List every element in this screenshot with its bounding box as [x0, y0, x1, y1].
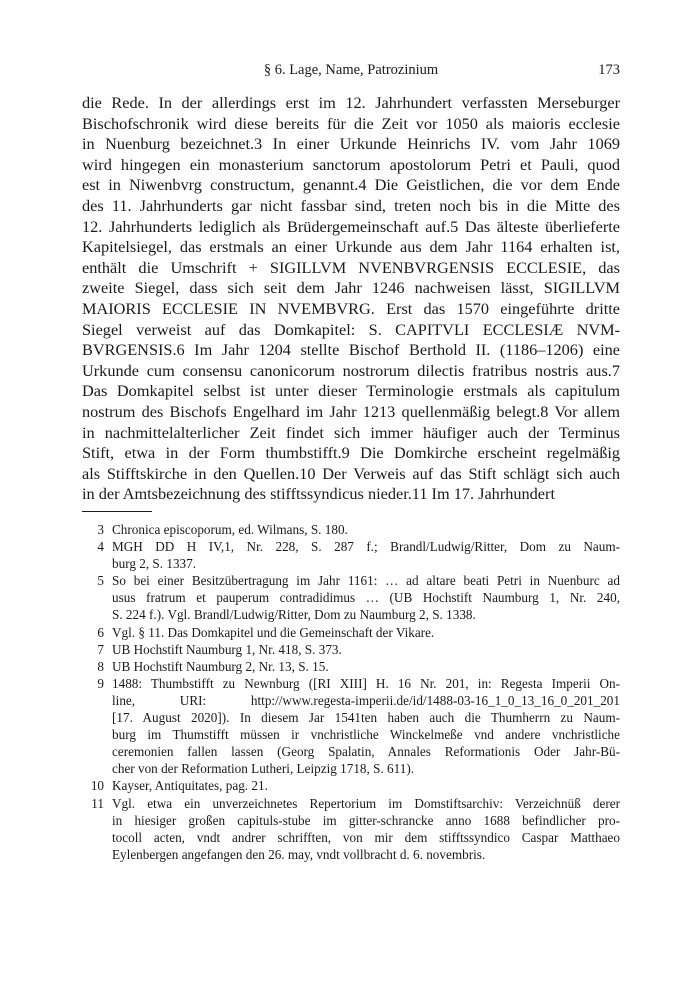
footnote-line: S. 224 f.). Vgl. Brandl/Ludwig/Ritter, Dom zu Naumburg 2, S. 1338. [112, 607, 476, 623]
footnote-5 [82, 572, 620, 589]
footnote-11 [82, 795, 620, 812]
footnote-10 [82, 777, 620, 794]
body-line: als Stifftskirche in den Quellen.10 Der Verweis auf das Stift schlägt sich auch [82, 463, 620, 483]
footnote-line: cher von der Reformation Lutheri, Leipzig 1718, S. 611). [112, 761, 415, 777]
footnote-3 [82, 521, 620, 538]
footnote-line: usus fratrum et pauperum contradidimus … (UB Hochstift Naumburg 1, Nr. 240, [112, 590, 620, 606]
body-line: wird hingegen ein monasterium sanctorum apostolorum Petri et Pauli, quod [82, 154, 620, 174]
footnote-line: Kayser, Antiquitates, pag. 21. [112, 778, 268, 794]
footnote-5-cont [82, 606, 620, 623]
body-line: in Nuenburg bezeichnet.3 In einer Urkunde Heinrichs IV. vom Jahr 1069 [82, 134, 620, 154]
footnote-5-cont [82, 589, 620, 606]
footnote-number: 3 [97, 522, 104, 537]
footnote-line: tocoll acten, vndt andrer schrifften, von mir dem stifftssyndico Caspar Matthaeo [112, 829, 620, 845]
footnote-line: burg im Thumstifft müssen ir vnchristliche Winckelmeße vnd andere vnchristliche [112, 727, 620, 743]
footnote-line: line, URI: http://www.regesta-imperii.de/id/1488-03-16_1_0_13_16_0_201_201 [112, 692, 620, 708]
footnote-9 [82, 675, 620, 692]
body-line: die Rede. In der allerdings erst im 12. Jahrhundert verfassten Merseburger [82, 93, 620, 112]
body-line: nostrum des Bischofs Engelhard im Jahr 1213 quellenmäßig belegt.8 Vor allem [82, 401, 620, 421]
footnote-number: 6 [97, 624, 104, 640]
body-text [82, 93, 620, 505]
footnote-line: Chronica episcoporum, ed. Wilmans, S. 180. [112, 522, 348, 537]
body-line: zweite Siegel, dass sich seit dem Jahr 1246 nachweisen lässt, SIGILLVM [82, 278, 620, 298]
footnote-line: ceremonien fallen lassen (Georg Spalatin, Annales Reformationis Oder Jahr-Bü- [112, 744, 620, 760]
footnote-number: 7 [97, 641, 104, 657]
footnote-11-cont [82, 812, 620, 829]
body-line: 12. Jahrhunderts lediglich als Brüdergemeinschaft auf.5 Das älteste überlieferte [82, 216, 620, 236]
footnote-line: UB Hochstift Naumburg 1, Nr. 418, S. 373. [112, 641, 342, 657]
footnote-line: in hiesiger großen capituls-stube im gitter-schrancke anno 1688 befindlicher pro- [112, 812, 620, 828]
footnote-8 [82, 658, 620, 675]
body-line: in nachmittelalterlicher Zeit findet sich immer häufiger auch der Terminus [82, 422, 620, 442]
footnote-7 [82, 641, 620, 658]
footnote-9-cont [82, 726, 620, 743]
footnote-line: UB Hochstift Naumburg 2, Nr. 13, S. 15. [112, 658, 329, 674]
body-line: MAIORIS ECCLESIE IN NVEMBVRG. Erst das 1570 eingeführte dritte [82, 298, 620, 318]
running-head: § 6. Lage, Name, Patrozinium [263, 62, 439, 78]
footnote-4-cont [82, 555, 620, 572]
footnote-9-cont [82, 743, 620, 760]
page-header [82, 62, 620, 82]
body-line: Stift, etwa in der Form thumbstifft.9 Die Domkirche erscheint regelmäßig [82, 443, 620, 463]
body-line: Kapitelsiegel, das erstmals an einer Urkunde aus dem Jahr 1164 erhalten ist, [82, 237, 620, 257]
footnote-separator [82, 511, 152, 512]
body-line: Bischofschronik wird diese bereits für die Zeit vor 1050 als maioris ecclesie [82, 113, 620, 133]
footnote-number: 11 [91, 795, 104, 811]
footnote-number: 4 [97, 539, 104, 555]
footnote-line: So bei einer Besitzübertragung im Jahr 1161: … ad altare beati Petri in Nuenburc ad [112, 573, 620, 589]
body-line: BVRGENSIS.6 Im Jahr 1204 stellte Bischof Berthold II. (1186–1206) eine [82, 340, 620, 360]
body-line: Das Domkapitel selbst ist unter dieser Terminologie erstmals als capitulum [82, 381, 620, 401]
footnote-9-cont [82, 760, 620, 777]
footnote-line: Vgl. etwa ein unverzeichnetes Repertorium im Domstiftsarchiv: Verzeichnüß derer [112, 795, 620, 811]
footnote-line: Eylenbergen angefangen den 26. may, vndt vollbracht d. 6. novembris. [112, 846, 486, 862]
footnote-4 [82, 538, 620, 555]
footnote-line: MGH DD H IV,1, Nr. 228, S. 287 f.; Brandl/Ludwig/Ritter, Dom zu Naum- [112, 539, 620, 555]
footnote-number: 10 [90, 778, 104, 794]
footnote-number: 5 [97, 573, 104, 589]
footnote-6 [82, 624, 620, 641]
footnote-line: Vgl. § 11. Das Domkapitel und die Gemeinschaft der Vikare. [112, 624, 435, 640]
footnote-9-cont [82, 709, 620, 726]
footnote-11-cont [82, 829, 620, 846]
body-line: des 11. Jahrhunderts gar nicht fassbar sind, treten noch bis in die Mitte des [82, 195, 620, 215]
footnote-number: 8 [97, 658, 104, 674]
footnote-9-cont [82, 692, 620, 709]
footnotes [82, 521, 620, 863]
body-line: Urkunde cum consensu canonicorum nostrorum dilectis fratribus nostris aus.7 [82, 360, 620, 380]
footnote-11-cont [82, 846, 620, 863]
footnote-number: 9 [97, 675, 104, 691]
body-line: in der Amtsbezeichnung des stifftssyndicus nieder.11 Im 17. Jahrhundert [82, 484, 555, 504]
footnote-line: [17. August 2020]). In diesem Jar 1541ten haben auch die Thumherrn zu Naum- [112, 710, 620, 726]
footnote-line: 1488: Thumbstifft zu Newnburg ([RI XIII] H. 16 Nr. 201, in: Regesta Imperii On- [112, 675, 620, 691]
body-line: enthält die Umschrift + SIGILLVM NVENBVRGENSIS ECCLESIE, das [82, 257, 620, 277]
page-number: 173 [598, 62, 620, 78]
body-line: Siegel verweist auf das Domkapitel: S. CAPITVLI ECCLESIÆ NVM- [82, 319, 620, 339]
footnote-line: burg 2, S. 1337. [112, 556, 197, 572]
body-line: est in Niwenbvrg constructum, genannt.4 Die Geistlichen, die vor dem Ende [82, 175, 620, 195]
